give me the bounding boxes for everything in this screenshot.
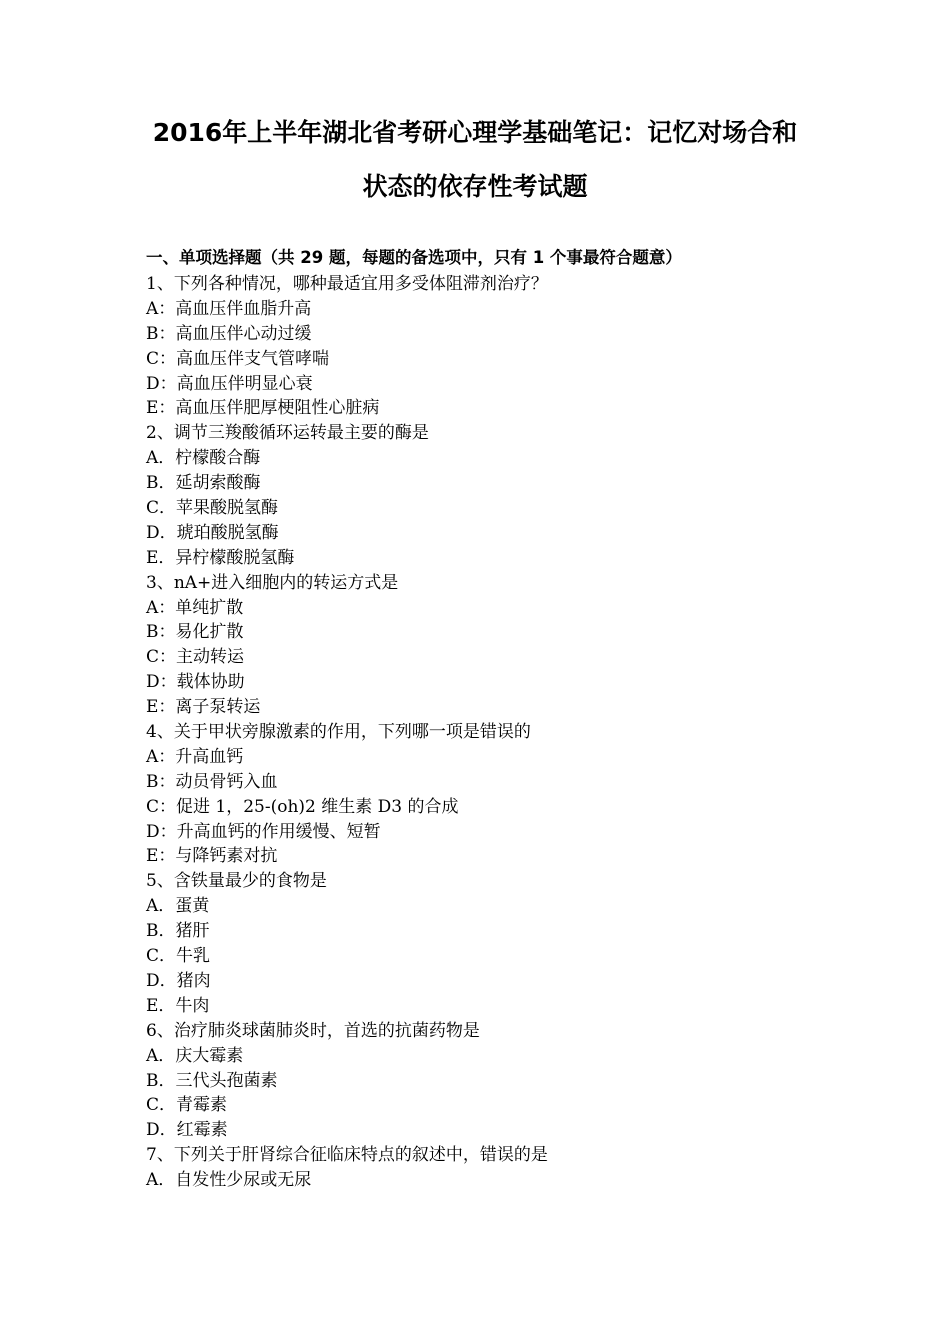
answer-option: C．苹果酸脱氢酶 bbox=[146, 498, 279, 519]
answer-option: B．猪肝 bbox=[146, 921, 210, 942]
question-list bbox=[146, 272, 548, 1193]
answer-option: D：高血压伴明显心衰 bbox=[146, 373, 313, 394]
document-title-line-1: 2016年上半年湖北省考研心理学基础笔记：记忆对场合和 bbox=[152, 118, 798, 147]
answer-option: B．延胡索酸酶 bbox=[146, 473, 261, 494]
answer-option: B：动员骨钙入血 bbox=[146, 771, 278, 792]
answer-option: C．青霉素 bbox=[146, 1095, 228, 1116]
answer-option: E：离子泵转运 bbox=[146, 697, 261, 718]
question-text: 5、含铁量最少的食物是 bbox=[146, 871, 327, 892]
answer-option: D．猪肉 bbox=[146, 970, 211, 991]
question-text: 3、nA+进入细胞内的转运方式是 bbox=[146, 572, 399, 593]
question-text: 7、下列关于肝肾综合征临床特点的叙述中，错误的是 bbox=[146, 1145, 548, 1166]
answer-option: A．蛋黄 bbox=[146, 896, 210, 917]
answer-option: E．异柠檬酸脱氢酶 bbox=[146, 547, 295, 568]
answer-option: D：升高血钙的作用缓慢、短暂 bbox=[146, 821, 381, 842]
document-title-line-2: 状态的依存性考试题 bbox=[362, 172, 588, 201]
answer-option: B．三代头孢菌素 bbox=[146, 1070, 278, 1091]
answer-option: C：高血压伴支气管哮喘 bbox=[146, 348, 330, 369]
answer-option: D．红霉素 bbox=[146, 1120, 228, 1141]
answer-option: B：高血压伴心动过缓 bbox=[146, 323, 312, 344]
answer-option: A：高血压伴血脂升高 bbox=[146, 298, 312, 319]
answer-option: A：单纯扩散 bbox=[146, 597, 244, 618]
answer-option: C．牛乳 bbox=[146, 946, 211, 967]
answer-option: A．庆大霉素 bbox=[146, 1045, 244, 1066]
section-heading: 一、单项选择题（共 29 题，每题的备选项中，只有 1 个事最符合题意） bbox=[146, 248, 682, 267]
answer-option: D．琥珀酸脱氢酶 bbox=[146, 522, 279, 543]
answer-option: E．牛肉 bbox=[146, 995, 210, 1016]
question-text: 6、治疗肺炎球菌肺炎时，首选的抗菌药物是 bbox=[146, 1020, 480, 1041]
answer-option: A：升高血钙 bbox=[146, 746, 244, 767]
question-text: 1、下列各种情况，哪种最适宜用多受体阻滞剂治疗？ bbox=[146, 274, 548, 294]
question-text: 2、调节三羧酸循环运转最主要的酶是 bbox=[146, 423, 429, 444]
answer-option: C：主动转运 bbox=[146, 647, 245, 668]
answer-option: E：与降钙素对抗 bbox=[146, 846, 278, 867]
answer-option: B：易化扩散 bbox=[146, 622, 244, 643]
answer-option: E：高血压伴肥厚梗阻性心脏病 bbox=[146, 398, 380, 419]
answer-option: C：促进 1，25-(oh)2 维生素 D3 的合成 bbox=[146, 796, 459, 817]
question-text: 4、关于甲状旁腺激素的作用，下列哪一项是错误的 bbox=[146, 722, 531, 743]
answer-option: A．柠檬酸合酶 bbox=[146, 448, 261, 469]
answer-option: A．自发性少尿或无尿 bbox=[146, 1170, 312, 1191]
answer-option: D：载体协助 bbox=[146, 672, 245, 693]
